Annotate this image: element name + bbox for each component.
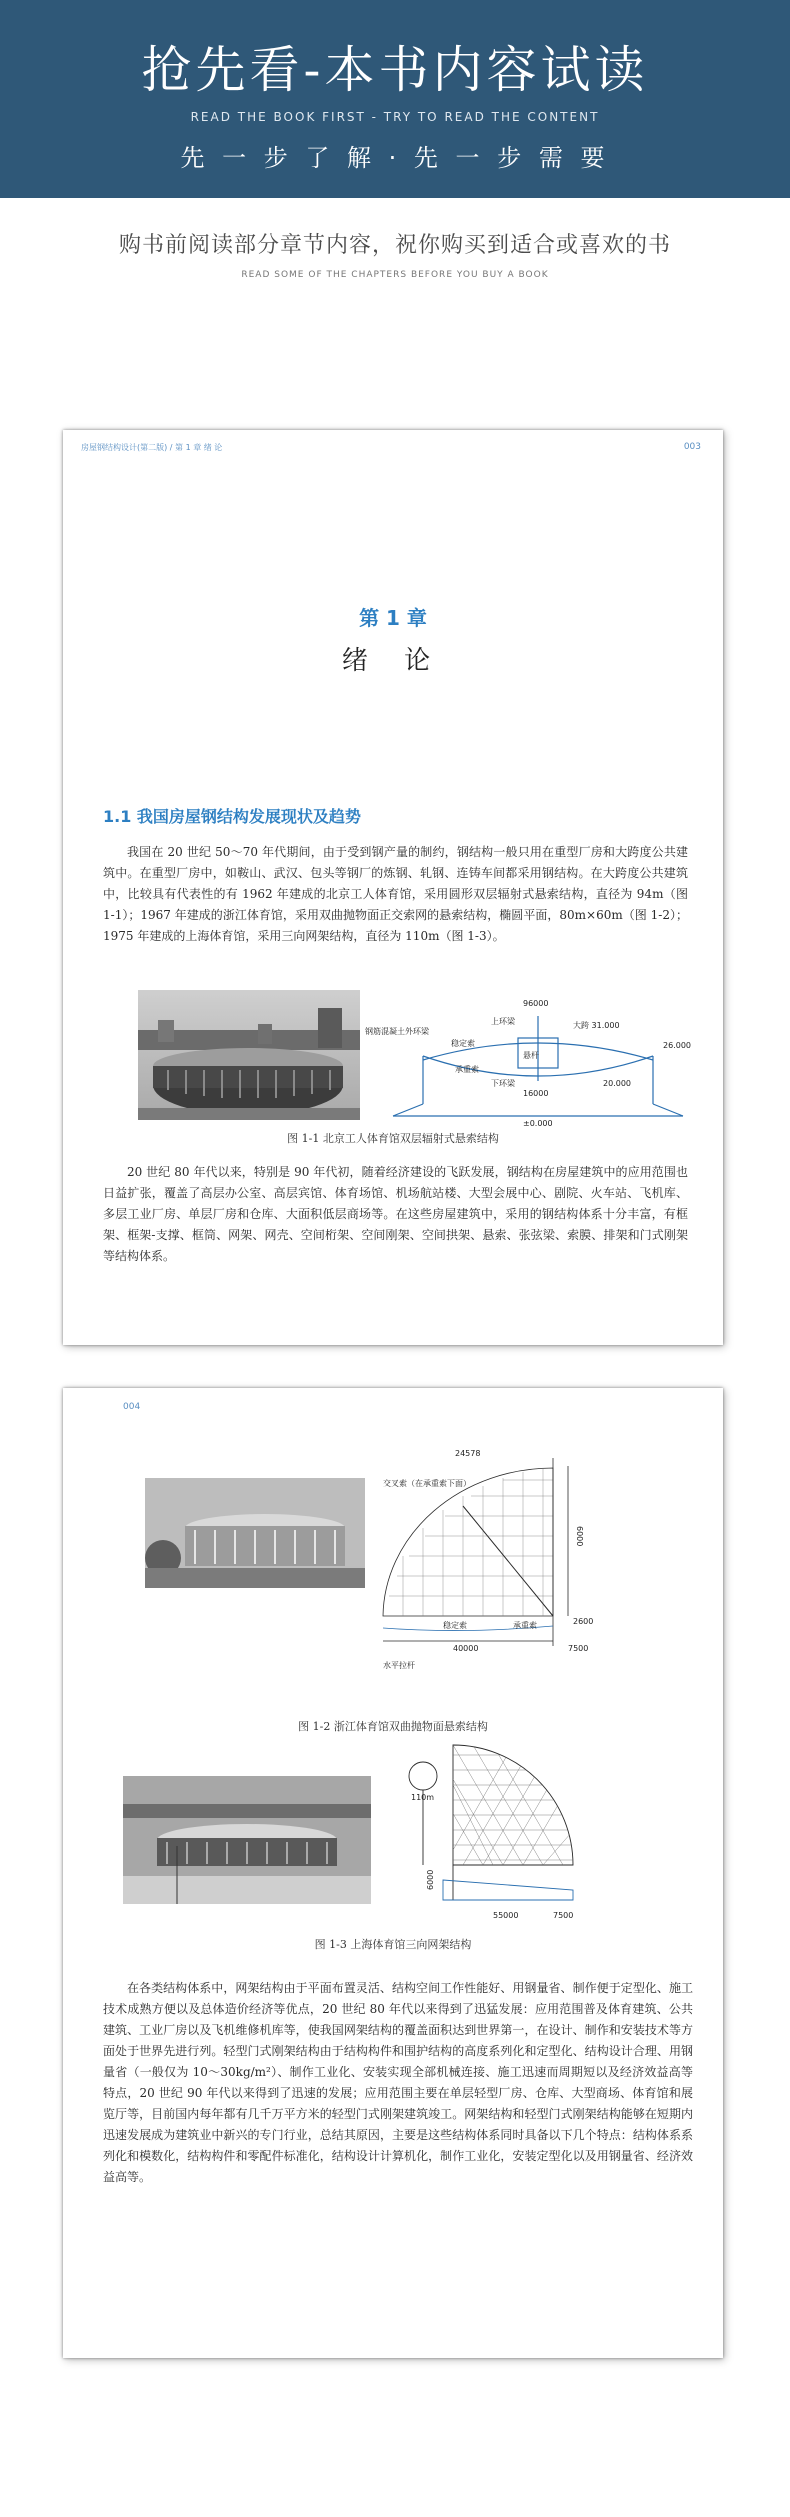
svg-text:16000: 16000: [523, 1089, 549, 1098]
intro-text-en: READ SOME OF THE CHAPTERS BEFORE YOU BUY A BOOK: [241, 270, 549, 280]
running-head: 房屋钢结构设计(第二版) / 第 1 章 绪 论: [81, 443, 223, 452]
zhejiang-gym-photo: [145, 1478, 365, 1588]
svg-text:下环梁: 下环梁: [491, 1079, 515, 1088]
svg-text:悬杆: 悬杆: [523, 1051, 539, 1060]
cable-section-diagram: [363, 986, 703, 1126]
svg-text:7500: 7500: [568, 1644, 589, 1653]
svg-text:20.000: 20.000: [603, 1079, 631, 1088]
hyperbolic-cable-diagram: [363, 1446, 703, 1674]
svg-text:稳定索: 稳定索: [443, 1621, 467, 1630]
svg-text:55000: 55000: [493, 1911, 519, 1920]
svg-text:2600: 2600: [573, 1617, 594, 1626]
svg-text:上环梁: 上环梁: [491, 1017, 515, 1026]
svg-text:110m: 110m: [411, 1793, 435, 1802]
shanghai-gym-photo: [123, 1776, 371, 1904]
page-number: 004: [123, 1402, 141, 1412]
body-paragraph: 在各类结构体系中，网架结构由于平面布置灵活、结构空间工作性能好、用钢量省、制作便于定型化、施工技术成熟方便以及总体造价经济等优点，20 世纪 80 年代以来得到了迅猛发展：应用范围普及体育建筑、公共建筑、工业厂房以及飞机维修机库等，使我国网架结构的覆盖面积达到世界第一，在设计、制作和安装技术等方面处于世界先进行列。轻型门式刚架结构由于结构构件和围护结构的高度系列化和定型化、结构设计合理、用钢量省（一般仅为 10～30kg/m²）、制作工业化、安装实现全部机械连接、施工迅速而周期短以及经济效益高等特点，20 世纪 90 年代以来得到了迅速的发展；应用范围主要在单层轻型厂房、仓库、大型商场、体育馆和展览厅等，目前国内每年都有几千万平方米的轻型门式刚架建筑竣工。网架结构和轻型门式刚架结构能够在短期内迅速发展成为建筑业中新兴的专门行业，总结其原因，主要是这些结构体系同时具备以下几个特点：结构体系系列化和模数化，结构构件和零配件标准化，结构设计计算机化，制作工业化，安装定型化以及用钢量省、经济效益高等。: [103, 1981, 693, 2184]
book-page-003: [63, 430, 723, 1345]
svg-text:稳定索: 稳定索: [451, 1039, 475, 1048]
banner-subtitle-en: READ THE BOOK FIRST - TRY TO READ THE CONTENT: [190, 110, 600, 124]
svg-text:±0.000: ±0.000: [523, 1119, 553, 1126]
figure-caption: 图 1-2 浙江体育馆双曲抛物面悬索结构: [298, 1720, 488, 1733]
chapter-title: 绪 论: [341, 646, 445, 676]
body-paragraph: 20 世纪 80 年代以来，特别是 90 年代初，随着经济建设的飞跃发展，钢结构在房屋建筑中的应用范围也日益扩张，覆盖了高层办公室、高层宾馆、体育场馆、机场航站楼、大型会展中心、剧院、火车站、飞机库、多层工业厂房、单层厂房和仓库、大面积低层商场等。在这些房屋建筑中，采用的钢结构体系十分丰富，有框架、框架-支撑、框筒、网架、网壳、空间桁架、空间刚架、空间拱架、悬索、张弦梁、索膜、排架和门式刚架等结构体系。: [103, 1165, 688, 1263]
svg-text:水平拉杆: 水平拉杆: [383, 1661, 415, 1670]
svg-text:6000: 6000: [426, 1869, 435, 1890]
svg-text:26.000: 26.000: [663, 1041, 691, 1050]
svg-text:6000: 6000: [575, 1526, 584, 1547]
svg-text:24578: 24578: [455, 1449, 481, 1458]
svg-text:40000: 40000: [453, 1644, 479, 1653]
page-number: 003: [683, 442, 701, 452]
svg-text:大跨 31.000: 大跨 31.000: [573, 1021, 620, 1030]
book-page-004: [63, 1388, 723, 2358]
gymnasium-photo: [138, 990, 360, 1120]
svg-text:承重索: 承重索: [455, 1065, 479, 1074]
svg-text:钢筋混凝土外环梁: 钢筋混凝土外环梁: [365, 1027, 429, 1036]
three-way-grid-diagram: [403, 1740, 683, 1935]
banner-subtitle-cn: 先 一 步 了 解 · 先 一 步 需 要: [180, 144, 610, 172]
intro-text: 购书前阅读部分章节内容，祝你购买到适合或喜欢的书: [118, 233, 671, 258]
svg-text:96000: 96000: [523, 999, 549, 1008]
section-title: 1.1 我国房屋钢结构发展现状及趋势: [103, 807, 361, 826]
figure-caption: 图 1-1 北京工人体育馆双层辐射式悬索结构: [287, 1132, 499, 1145]
svg-text:交叉索（在承重索下面）: 交叉索（在承重索下面）: [383, 1479, 471, 1488]
svg-text:7500: 7500: [553, 1911, 574, 1920]
banner-title: 抢先看-本书内容试读: [141, 41, 649, 99]
chapter-number: 第 1 章: [359, 606, 427, 630]
svg-text:承重索: 承重索: [513, 1621, 537, 1630]
top-banner: [0, 0, 790, 198]
body-paragraph: 我国在 20 世纪 50～70 年代期间，由于受到钢产量的制约，钢结构一般只用在重型厂房和大跨度公共建筑中。在重型厂房中，如鞍山、武汉、包头等钢厂的炼钢、轧钢、连铸车间都采用钢结构。在大跨度公共建筑中，比较具有代表性的有 1962 年建成的北京工人体育馆，采用圆形双层辐射式悬索结构，直径为 94m（图 1-1）；1967 年建成的浙江体育馆，采用双曲抛物面正交索网的悬索结构，椭圆平面，80m×60m（图 1-2）；1975 年建成的上海体育馆，采用三向网架结构，直径为 110m（图 1-3）。: [103, 845, 688, 943]
figure-caption: 图 1-3 上海体育馆三向网架结构: [314, 1938, 472, 1951]
